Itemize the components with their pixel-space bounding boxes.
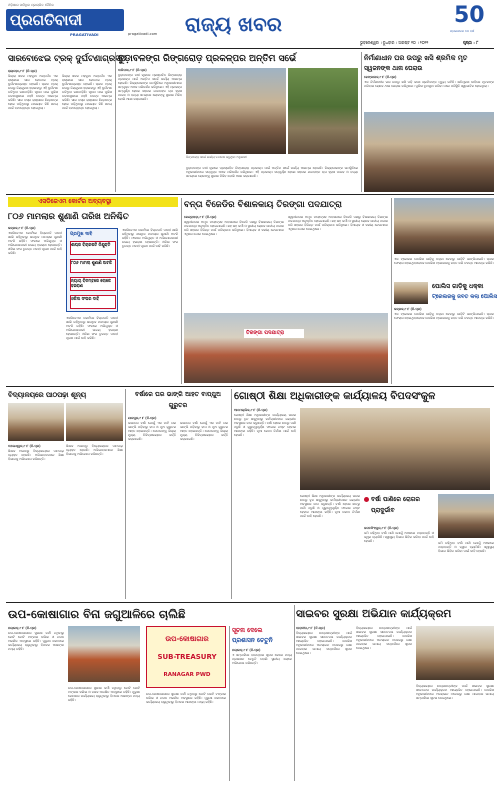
cyber-security-photo xyxy=(416,626,494,680)
headline-education-office: ଗୋଷ୍ଠୀ ଶିକ୍ଷା ଅଧିକାରୀଙ୍କ କାର୍ଯ୍ୟାଳୟ ବିପଦସଂକୁଳ xyxy=(234,391,436,402)
rain-disease-box xyxy=(364,494,434,524)
body-labour-death: ଏକ ନିର୍ମାଣାଧୀନ ଘର ଉପରୁ ଖସି ପଡ଼ି ଜଣେ ଶ୍ରମିକଙ୍କ ମୃତ୍ୟୁ ଘଟିଛି। କ୍ଷତିପୂରଣ ଦାବିରେ ମୃତକଙ୍କ ପରିବାର ଲୋକେ ଥାନା ଘେରାଉ କରିଥିଲେ। ପୁଲିସ ବୁଝାସୁଝା କରିବା ପରେ ପରିସ୍ଥିତି ସ୍ୱାଭାବିକ ହୋଇଥିଲା। xyxy=(364,80,494,88)
column-rule xyxy=(391,198,392,384)
court-highlights-title: ପ୍ରମୁଖ ଦାବି xyxy=(70,232,93,237)
rally-banner xyxy=(244,329,304,338)
rally-banner-text: ତିରଙ୍ଗା ପଦଯାତ୍ରା xyxy=(246,330,285,336)
sign-line-odia: ଉପ-କୋଷାଗାର xyxy=(165,635,209,643)
row3-divider xyxy=(6,602,494,603)
court-highlight-item: ଶୀଘ୍ର ବିଚାରପତି ନିଯୁକ୍ତି xyxy=(70,241,116,255)
ring-road-site-photo xyxy=(288,68,358,154)
body-police-vehicle: ଏକ ଟ୍ରେଲର ପୋଲିସ ଗାଡ଼ିକୁ ଧକ୍କା ଦେବାରୁ ଗାଡ଼ିଟି ଭାଙ୍ଗିଯାଇଛି। ଚାଳକ ଫେରାର ହୋଇଥିବାବେଳେ ପୋଲିସ ଟ୍ରେଲରକୁ ଜବତ କରି ତଦନ୍ତ ଆରମ୍ଭ କରିଛି। xyxy=(394,312,494,320)
masthead-logo-latin: PRAGATIVADI xyxy=(70,32,99,37)
police-vehicle-head-box xyxy=(394,282,498,304)
court-highlight-item: ୮୦୬ ମାମଲା ଶୁଣାଣି ଅଟକି xyxy=(70,259,116,273)
sign-line-english: SUB-TREASURY xyxy=(157,653,217,661)
body-ring-road: ବୁଡ଼ାବଳଙ୍ଗ ନଦୀ କୂଳରେ ପ୍ରସ୍ତାବିତ ରିଙ୍ଗରୋଡ଼ ପ୍ରକଳ୍ପ ପାଇଁ ଅନ୍ତିମ ସର୍ଭେ କାର୍ଯ୍ୟ ଆରମ୍ଭ ହୋଇଛି। ଜିଲ୍ଲାପାଳଙ୍କ ଉପସ୍ଥିତିରେ ଅଧିକାରୀମାନେ ସମ୍ପୃକ୍ତ ଅଞ୍ଚଳ ପରିଦର୍ଶନ କରିଥିଲେ। ଏହି ପ୍ରକଳ୍ପ ସମ୍ପୂର୍ଣ୍ଣ ହେଲେ ସହରର ଯାନବାହନ ଚାପ ହ୍ରାସ ପାଇବ ଓ ବନ୍ୟା ସମୟରେ ଲୋକଙ୍କୁ ସୁରକ୍ଷା ମିଳିବ ବୋଲି ଆଶା କରାଯାଉଛି। xyxy=(118,73,182,101)
court-highlights-box xyxy=(66,228,118,312)
body-house-collapse-cont: ଲଗାତର ବର୍ଷା ଯୋଗୁଁ ଏକ ମାଟି ଘର ଭାଙ୍ଗି ପଡ଼ିବାରୁ ବାପ ଓ ପୁଅ ଗୁରୁତର ଆହତ ହୋଇଛନ୍ତି। ସେମାନଙ୍କୁ ଜିଲ୍ଲା ମୁଖ୍ୟ ଚିକିତ୍ସାଳୟରେ ଭର୍ତ୍ତି କରାଯାଇଛି। xyxy=(180,421,228,441)
rain-disease-photo xyxy=(438,494,494,538)
masthead-logo xyxy=(6,9,124,31)
column-rule xyxy=(229,626,230,781)
body-sub-treasury: ଉପ-କୋଷାଗାରରେ ସୁରକ୍ଷା କର୍ମୀ ନଥିବାରୁ କୋଟି କୋଟି ଟଙ୍କାର ଦଲିଲ ଓ ନଗଦ ଅରକ୍ଷିତ ଅବସ୍ଥାରେ ରହିଛି। ପୁରୁଣା କୋଠାରେ କାର୍ଯ୍ୟାଳୟ ଚାଲୁଥିବାରୁ ବିପଦର ଆଶଙ୍କା ମଧ୍ୟ ରହିଛି। xyxy=(8,631,64,651)
body-court-hearing-col3: ଏସଡିଜେଏମ କୋର୍ଟରେ ବିଚାରପତି ପଦବୀ ଖାଲି ରହିଥିବାରୁ ଶତାଧିକ ମାମଲାର ଶୁଣାଣି ଅଟକି ରହିଛି। ଫଳରେ ଅଭିଯୁକ୍ତ ଓ ଅଭିଯୋଗକାରୀ ଉଭୟ ହଇରାଣ ହେଉଛନ୍ତି। ଓକିଲ ସଂଘ ତୁରନ୍ତ ପଦବୀ ପୂରଣ ପାଇଁ ଦାବି କରିଛି। xyxy=(122,228,178,248)
body-truck-accident-cont: ଜିଲ୍ଲା ସଦର ମହକୁମା ଅନ୍ତର୍ଗତ ଏକ ରାସ୍ତାରେ ସାର ବୋଝେଇ ଟ୍ରକ୍ ଦୁର୍ଘଟଣାଗ୍ରସ୍ତ ହୋଇଛି। ଚାଳକ ଟ୍ରକ୍ ଉପରୁ ନିୟନ୍ତ୍ରଣ ହରାଇବାରୁ ଏହି ଦୁର୍ଘଟଣା ଘଟିଥିବା ଜଣାପଡ଼ିଛି। ସୂଚନା ପାଇ ପୁଲିସ ଘଟଣାସ୍ଥଳରେ ପହଞ୍ଚି ତଦନ୍ତ ଆରମ୍ଭ କରିଛି। ସାର ବସ୍ତା ରାସ୍ତାରେ ଛିନ୍ନଛତ୍ର ହୋଇ ପଡ଼ିଥିବାରୁ ଯାତାୟାତ କିଛି ସମୟ ପାଇଁ ବାଧାପ୍ରାପ୍ତ ହୋଇଥିଲା। xyxy=(62,74,112,110)
column-rule xyxy=(115,52,116,192)
dateline-school-teaching: ବାଲେଶ୍ୱର,୯।୮ (ନି.ପ୍ର) xyxy=(8,444,41,448)
dateline-tiranga-rally: କେନ୍ଦ୍ରାପଡ଼ା,୯।୮ (ନି.ପ୍ର) xyxy=(184,215,217,219)
headline-sub-treasury: ଉପ-କୋଷାଗାର ବିନା ଜଗୁଆଳିରେ ଚାଲିଛି xyxy=(8,607,186,621)
masthead-logo-text: ପ୍ରଗତିବାଦୀ xyxy=(10,11,83,29)
headline-cyber-security: ସାଇବର ସୁରକ୍ଷା ଅଭିଯାନ କାର୍ଯ୍ୟକ୍ରମ xyxy=(296,608,452,620)
subhead-police-vehicle: ଟ୍ରେଲରକୁ ଜବତ କଲା ପୋଲିସ xyxy=(432,294,498,300)
masthead-website: pragativadi.com xyxy=(128,32,158,36)
body-cyber-security: ବିଦ୍ୟାଳୟରେ ଛାତ୍ରଛାତ୍ରୀଙ୍କ ପାଇଁ ସାଇବର ସୁରକ୍ଷା ସଚେତନତା କାର୍ଯ୍ୟକ୍ରମ ଆୟୋଜିତ ହୋଇଯାଇଛି। ପୋଲିସ ଅଧିକାରୀମାନେ ଅନଲାଇନ ଠକେଇରୁ ରକ୍ଷା ପାଇବାର ଉପାୟ ସମ୍ପର୍କରେ ସୂଚନା ଦେଇଥିଲେ। xyxy=(296,631,352,655)
sub-treasury-photo xyxy=(68,626,140,682)
sub-treasury-sign xyxy=(146,626,226,688)
dateline-education-office: ଆଠମଲ୍ଲିକ,୯।୮ (ନି.ପ୍ର) xyxy=(234,408,268,412)
police-vehicle-photo xyxy=(394,282,428,304)
headline-house-collapse: ବର୍ଷାରେ ଘର ଭାଙ୍ଗି ଆହତ ବାପ୍ପୁଅ ଗୁରୁତର xyxy=(134,391,222,409)
dateline-house-collapse: ଯାଜପୁର,୯।୮ (ନି.ପ୍ର) xyxy=(128,416,157,420)
body-tiranga-rally: ସ୍ୱାଧୀନତାର ଅମୃତ ମହୋତ୍ସବ ଅବସରରେ ବିଜେଡି ପକ୍ଷରୁ ବିଶାଳକାୟ ତିରଙ୍ଗା ପଦଯାତ୍ରା ଅନୁଷ୍ଠିତ ହୋଇଯାଇଛି। ଶହ ଶହ କର୍ମୀ ଓ ସ୍ଥାନୀୟ ଲୋକେ ଜାତୀୟ ପତାକା ଧରି ସହରର ବିଭିନ୍ନ ମାର୍ଗ ପରିକ୍ରମା କରିଥିଲେ। ବିଧାୟକ ଓ ଦଳୀୟ ନେତାମାନେ ଏଥିରେ ଯୋଗ ଦେଇଥିଲେ। xyxy=(184,220,284,236)
dam-photo xyxy=(394,198,494,254)
subhead-info-given: ପ୍ରଶାସନ ଚେତୁନି xyxy=(232,637,273,644)
ring-road-survey-photo xyxy=(186,68,286,154)
row1-divider xyxy=(6,194,494,195)
body-school-teaching: ଶିକ୍ଷକ ଅଭାବରୁ ବିଦ୍ୟାଳୟରେ ପାଠପଢ଼ା ବ୍ୟାହତ ହେଉଛି। ଅଭିଭାବକମାନେ ଶିକ୍ଷା ବିଭାଗକୁ ଅଭିଯୋଗ କରିଛନ୍ତି। xyxy=(8,449,64,461)
headline-court-hearing: ୮୦୬ ମାମଲାର ଶୁଣାଣି ତାରିଖ ଅନିଶ୍ଚିତ xyxy=(8,211,129,221)
body-education-office-col2: ଗୋଷ୍ଠୀ ଶିକ୍ଷା ଅଧିକାରୀଙ୍କ କାର୍ଯ୍ୟାଳୟ ଘରର ଛାତରୁ ଚୂନ ଖସୁଥିବାରୁ କର୍ମଚାରୀମାନେ ଭୟଭୀତ ଅବସ୍ଥାରେ କାମ କରୁଛନ୍ତି। ବର୍ଷା ହେଲେ ଛାତରୁ ପାଣି ଝରୁଛି ଓ ଗୁରୁତ୍ୱପୂର୍ଣ୍ଣ ଫାଇଲ ନଷ୍ଟ ହେବାର ଆଶଙ୍କା ରହିଛି। ନୂଆ କୋଠା ନିର୍ମାଣ ପାଇଁ ଦାବି ହେଉଛି। xyxy=(300,494,360,518)
row2-divider xyxy=(6,386,494,387)
school-photo-1 xyxy=(8,403,64,441)
anniversary-number: 50 xyxy=(454,3,485,28)
dateline-sub-treasury: ନୟାଗଡ଼,୯।୮ (ନି.ପ୍ର) xyxy=(8,626,37,630)
masthead-divider xyxy=(6,48,494,49)
anniversary-badge xyxy=(448,4,492,38)
dateline-truck-accident: ରାୟଗଡ଼ା,୯।୮ (ନି.ପ୍ର) xyxy=(8,69,37,73)
dateline-court-hearing: ଭଦ୍ରକ,୯।୮ (ନି.ପ୍ର) xyxy=(8,226,36,230)
headline-school-teaching: ବିଦ୍ୟାଳୟରେ ପାଠପଢ଼ା ଶୂନ୍ୟ xyxy=(8,391,87,399)
body-ring-road-cont: ବୁଡ଼ାବଳଙ୍ଗ ନଦୀ କୂଳରେ ପ୍ରସ୍ତାବିତ ରିଙ୍ଗରୋଡ଼ ପ୍ରକଳ୍ପ ପାଇଁ ଅନ୍ତିମ ସର୍ଭେ କାର୍ଯ୍ୟ ଆରମ୍ଭ ହୋଇଛି। ଜିଲ୍ଲାପାଳଙ୍କ ଉପସ୍ଥିତିରେ ଅଧିକାରୀମାନେ ସମ୍ପୃକ୍ତ ଅଞ୍ଚଳ ପରିଦର୍ଶନ କରିଥିଲେ। ଏହି ପ୍ରକଳ୍ପ ସମ୍ପୂର୍ଣ୍ଣ ହେଲେ ସହରର ଯାନବାହନ ଚାପ ହ୍ରାସ ପାଇବ ଓ ବନ୍ୟା ସମୟରେ ଲୋକଙ୍କୁ ସୁରକ୍ଷା ମିଳିବ ବୋଲି ଆଶା କରାଯାଉଛି। xyxy=(186,166,358,178)
column-rule xyxy=(231,389,232,599)
dateline-cyber-security: ପାରାଦୀପ,୯।୮ (ନି.ପ୍ର) xyxy=(296,626,326,630)
subhead-labour-death: ସ୍ୱଜନଙ୍କ ଥାନା ଘେରାଉ xyxy=(364,65,423,72)
masthead-tagline: ଓଡ଼ିଶାର ସର୍ବାଧିକ ପ୍ରଚାରିତ ଦୈନିକ xyxy=(8,3,54,7)
headline-ring-road: ବୁଡ଼ାବଳଙ୍ଗ ରିଙ୍ଗରୋଡ଼ ପ୍ରକଳ୍ପର ଅନ୍ତିମ ସର୍ଭେ xyxy=(118,54,297,64)
body-tiranga-rally-cont: ସ୍ୱାଧୀନତାର ଅମୃତ ମହୋତ୍ସବ ଅବସରରେ ବିଜେଡି ପକ୍ଷରୁ ବିଶାଳକାୟ ତିରଙ୍ଗା ପଦଯାତ୍ରା ଅନୁଷ୍ଠିତ ହୋଇଯାଇଛି। ଶହ ଶହ କର୍ମୀ ଓ ସ୍ଥାନୀୟ ଲୋକେ ଜାତୀୟ ପତାକା ଧରି ସହରର ବିଭିନ୍ନ ମାର୍ଗ ପରିକ୍ରମା କରିଥିଲେ। ବିଧାୟକ ଓ ଦଳୀୟ ନେତାମାନେ ଏଥିରେ ଯୋଗ ଦେଇଥିଲେ। xyxy=(288,215,388,231)
headline-truck-accident: ସାରବୋଝେଇ ଟ୍ରକ୍ ଦୁର୍ଘଟଣାଗ୍ରସ୍ତ xyxy=(8,54,127,64)
column-rule xyxy=(181,198,182,384)
dateline-ring-road: ବାରିପଦା,୯।୮ (ନି.ପ୍ର) xyxy=(118,68,147,72)
labour-death-photo xyxy=(364,112,494,192)
column-rule xyxy=(361,52,362,192)
masthead xyxy=(0,0,500,50)
body-info-given: ଏ ସମ୍ପର୍କରେ ବାରମ୍ବାର ସୂଚନା ଦେଲେ ମଧ୍ୟ ପ୍ରଶାସନ ଚେତୁନି ବୋଲି ସ୍ଥାନୀୟ ଲୋକେ ଅଭିଯୋଗ କରିଛନ୍ତି। xyxy=(232,653,292,665)
body-cyber-security-col3: ବିଦ୍ୟାଳୟରେ ଛାତ୍ରଛାତ୍ରୀଙ୍କ ପାଇଁ ସାଇବର ସୁରକ୍ଷା ସଚେତନତା କାର୍ଯ୍ୟକ୍ରମ ଆୟୋଜିତ ହୋଇଯାଇଛି। ପୋଲିସ ଅଧିକାରୀମାନେ ଅନଲାଇନ ଠକେଇରୁ ରକ୍ଷା ପାଇବାର ଉପାୟ ସମ୍ପର୍କରେ ସୂଚନା ଦେଇଥିଲେ। xyxy=(416,684,494,700)
body-truck-accident: ଜିଲ୍ଲା ସଦର ମହକୁମା ଅନ୍ତର୍ଗତ ଏକ ରାସ୍ତାରେ ସାର ବୋଝେଇ ଟ୍ରକ୍ ଦୁର୍ଘଟଣାଗ୍ରସ୍ତ ହୋଇଛି। ଚାଳକ ଟ୍ରକ୍ ଉପରୁ ନିୟନ୍ତ୍ରଣ ହରାଇବାରୁ ଏହି ଦୁର୍ଘଟଣା ଘଟିଥିବା ଜଣାପଡ଼ିଛି। ସୂଚନା ପାଇ ପୁଲିସ ଘଟଣାସ୍ଥଳରେ ପହଞ୍ଚି ତଦନ୍ତ ଆରମ୍ଭ କରିଛି। ସାର ବସ୍ତା ରାସ୍ତାରେ ଛିନ୍ନଛତ୍ର ହୋଇ ପଡ଼ିଥିବାରୁ ଯାତାୟାତ କିଛି ସମୟ ପାଇଁ ବାଧାପ୍ରାପ୍ତ ହୋଇଥିଲା। xyxy=(8,74,58,110)
education-office-photo xyxy=(300,408,490,490)
page-number: ପୃଷ୍ଠା : ୮ xyxy=(463,40,479,45)
court-highlight-item: ନ୍ୟାୟ ବିଳମ୍ବରେ ଲୋକେ ହଇରାଣ xyxy=(70,277,116,291)
dateline-rain-disease: ଜଗତସିଂହପୁର,୯।୮ (ନି.ପ୍ର) xyxy=(364,526,399,530)
body-court-hearing: ଏସଡିଜେଏମ କୋର୍ଟରେ ବିଚାରପତି ପଦବୀ ଖାଲି ରହିଥିବାରୁ ଶତାଧିକ ମାମଲାର ଶୁଣାଣି ଅଟକି ରହିଛି। ଫଳରେ ଅଭିଯୁକ୍ତ ଓ ଅଭିଯୋଗକାରୀ ଉଭୟ ହଇରାଣ ହେଉଛନ୍ତି। ଓକିଲ ସଂଘ ତୁରନ୍ତ ପଦବୀ ପୂରଣ ପାଇଁ ଦାବି କରିଛି। xyxy=(8,231,62,255)
body-school-teaching-cont: ଶିକ୍ଷକ ଅଭାବରୁ ବିଦ୍ୟାଳୟରେ ପାଠପଢ଼ା ବ୍ୟାହତ ହେଉଛି। ଅଭିଭାବକମାନେ ଶିକ୍ଷା ବିଭାଗକୁ ଅଭିଯୋଗ କରିଛନ୍ତି। xyxy=(66,444,123,456)
headline-tiranga-rally: ବନ୍ତା ବିଜେଡିର ବିଶାଳକାୟ ତିରଙ୍ଗା ପଦଯାତ୍ରା xyxy=(184,200,342,210)
school-photo-2 xyxy=(66,403,123,441)
column-rule xyxy=(125,389,126,599)
tiranga-rally-photo xyxy=(184,313,388,383)
section-title: ରାଜ୍ୟ ଖବର xyxy=(185,12,282,36)
headline-labour-death: ନିର୍ମାଣାଧୀନ ଘର ଉପରୁ ଖସି ଶ୍ରମିକ ମୃତ xyxy=(364,54,468,62)
column-rule xyxy=(294,605,295,781)
dateline-bar: ଭୁବନେଶ୍ୱର । ବୁଧବାର । ଅଗଷ୍ଟ ୧୦ । ୨୦୨୨ xyxy=(360,40,429,45)
body-sub-treasury-col2: ଉପ-କୋଷାଗାରରେ ସୁରକ୍ଷା କର୍ମୀ ନଥିବାରୁ କୋଟି କୋଟି ଟଙ୍କାର ଦଲିଲ ଓ ନଗଦ ଅରକ୍ଷିତ ଅବସ୍ଥାରେ ରହିଛି। ପୁରୁଣା କୋଠାରେ କାର୍ଯ୍ୟାଳୟ ଚାଲୁଥିବାରୁ ବିପଦର ଆଶଙ୍କା ମଧ୍ୟ ରହିଛି। xyxy=(68,686,140,702)
anniversary-text: ପ୍ରକାଶନର ୫୦ ବର୍ଷ xyxy=(450,29,475,33)
body-house-collapse: ଲଗାତର ବର୍ଷା ଯୋଗୁଁ ଏକ ମାଟି ଘର ଭାଙ୍ଗି ପଡ଼ିବାରୁ ବାପ ଓ ପୁଅ ଗୁରୁତର ଆହତ ହୋଇଛନ୍ତି। ସେମାନଙ୍କୁ ଜିଲ୍ଲା ମୁଖ୍ୟ ଚିକିତ୍ସାଳୟରେ ଭର୍ତ୍ତି କରାଯାଇଛି। xyxy=(128,421,176,441)
body-rain-disease: ଜମି ରହିଥିବା ବର୍ଷା ପାଣି ଯୋଗୁଁ ଅଞ୍ଚଳରେ ଝାଡ଼ାବାନ୍ତି ଓ ଜ୍ୱର ବ୍ୟାପିଛି। ସ୍ୱାସ୍ଥ୍ୟ ବିଭାଗ ଶିବିର କରିବା ପାଇଁ ଦାବି ହେଉଛି। xyxy=(364,531,434,543)
court-kicker: ଏସଡିଜେଏମ କୋର୍ଟର ଅବ୍ୟବସ୍ଥା xyxy=(38,198,112,205)
sign-line-place: RANAGAR PWD xyxy=(163,672,211,678)
headline-police-vehicle: ପୋଲିସ ଗାଡ଼ିକୁ ଧକ୍କା xyxy=(432,283,484,290)
body-sub-treasury-col3: ଉପ-କୋଷାଗାରରେ ସୁରକ୍ଷା କର୍ମୀ ନଥିବାରୁ କୋଟି କୋଟି ଟଙ୍କାର ଦଲିଲ ଓ ନଗଦ ଅରକ୍ଷିତ ଅବସ୍ଥାରେ ରହିଛି। ପୁରୁଣା କୋଠାରେ କାର୍ଯ୍ୟାଳୟ ଚାଲୁଥିବାରୁ ବିପଦର ଆଶଙ୍କା ମଧ୍ୟ ରହିଛି। xyxy=(146,692,226,704)
body-court-hearing-cont: ଏସଡିଜେଏମ କୋର୍ଟରେ ବିଚାରପତି ପଦବୀ ଖାଲି ରହିଥିବାରୁ ଶତାଧିକ ମାମଲାର ଶୁଣାଣି ଅଟକି ରହିଛି। ଫଳରେ ଅଭିଯୁକ୍ତ ଓ ଅଭିଯୋଗକାରୀ ଉଭୟ ହଇରାଣ ହେଉଛନ୍ତି। ଓକିଲ ସଂଘ ତୁରନ୍ତ ପଦବୀ ପୂରଣ ପାଇଁ ଦାବି କରିଛି। xyxy=(66,316,118,340)
headline-rain-disease: ବର୍ଷା ପାଣିରେ ରୋଗର ପ୍ରାଦୁର୍ଭାବ xyxy=(371,496,420,514)
dateline-labour-death: ଢେଙ୍କାନାଳ,୯।୮ (ନି.ପ୍ର) xyxy=(364,75,397,79)
bullet-icon xyxy=(364,497,369,502)
court-kicker-box xyxy=(8,197,178,207)
body-rain-disease-cont: ଜମି ରହିଥିବା ବର୍ଷା ପାଣି ଯୋଗୁଁ ଅଞ୍ଚଳରେ ଝାଡ଼ାବାନ୍ତି ଓ ଜ୍ୱର ବ୍ୟାପିଛି। ସ୍ୱାସ୍ଥ୍ୟ ବିଭାଗ ଶିବିର କରିବା ପାଇଁ ଦାବି ହେଉଛି। xyxy=(438,541,494,553)
court-highlight-item: ଓକିଲ ସଂଘର ଦାବି xyxy=(70,295,116,309)
body-police-vehicle-top: ଏକ ଟ୍ରେଲର ପୋଲିସ ଗାଡ଼ିକୁ ଧକ୍କା ଦେବାରୁ ଗାଡ଼ିଟି ଭାଙ୍ଗିଯାଇଛି। ଚାଳକ ଫେରାର ହୋଇଥିବାବେଳେ ପୋଲିସ ଟ୍ରେଲରକୁ ଜବତ କରି ତଦନ୍ତ ଆରମ୍ଭ କରିଛି। xyxy=(394,257,494,265)
body-education-office: ଗୋଷ୍ଠୀ ଶିକ୍ଷା ଅଧିକାରୀଙ୍କ କାର୍ଯ୍ୟାଳୟ ଘରର ଛାତରୁ ଚୂନ ଖସୁଥିବାରୁ କର୍ମଚାରୀମାନେ ଭୟଭୀତ ଅବସ୍ଥାରେ କାମ କରୁଛନ୍ତି। ବର୍ଷା ହେଲେ ଛାତରୁ ପାଣି ଝରୁଛି ଓ ଗୁରୁତ୍ୱପୂର୍ଣ୍ଣ ଫାଇଲ ନଷ୍ଟ ହେବାର ଆଶଙ୍କା ରହିଛି। ନୂଆ କୋଠା ନିର୍ମାଣ ପାଇଁ ଦାବି ହେଉଛି। xyxy=(234,413,296,437)
dateline-police-vehicle: ଭଦ୍ରକ,୯।୮ (ନି.ପ୍ର) xyxy=(394,307,422,311)
body-cyber-security-col2: ବିଦ୍ୟାଳୟରେ ଛାତ୍ରଛାତ୍ରୀଙ୍କ ପାଇଁ ସାଇବର ସୁରକ୍ଷା ସଚେତନତା କାର୍ଯ୍ୟକ୍ରମ ଆୟୋଜିତ ହୋଇଯାଇଛି। ପୋଲିସ ଅଧିକାରୀମାନେ ଅନଲାଇନ ଠକେଇରୁ ରକ୍ଷା ପାଇବାର ଉପାୟ ସମ୍ପର୍କରେ ସୂଚନା ଦେଇଥିଲେ। xyxy=(356,626,412,650)
ring-road-caption: ରିଙ୍ଗରୋଡ଼ ସର୍ଭେ କାର୍ଯ୍ୟ ତଦାରଖ କରୁଥିବା ଅଧିକାରୀ xyxy=(186,155,247,159)
dateline-info-given: ନୟାଗଡ଼,୯।୮ (ନି.ପ୍ର) xyxy=(232,648,261,652)
headline-info-given: ସୂଚନା ଦେଲେ xyxy=(232,627,263,634)
